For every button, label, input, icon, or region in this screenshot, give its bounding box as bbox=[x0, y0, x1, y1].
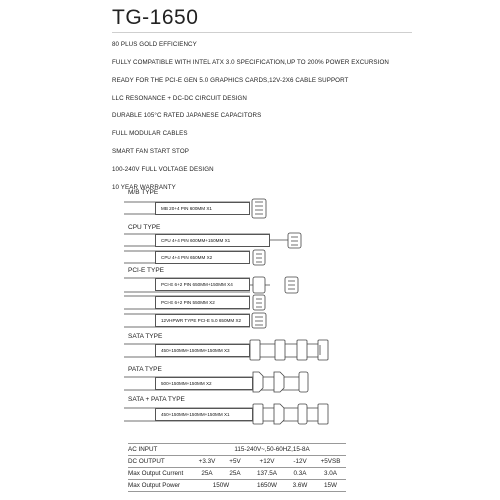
cable-label-box bbox=[155, 344, 250, 357]
cable-label-box bbox=[155, 314, 250, 327]
sata-connector-icon bbox=[318, 340, 328, 360]
cable-label: MB 20+4 PIN 600MM X1 bbox=[161, 206, 212, 211]
power-value: 1650W bbox=[257, 482, 277, 489]
sata-connector-icon bbox=[253, 404, 263, 424]
cable-label-box bbox=[155, 296, 250, 309]
pcie-connector-icon bbox=[253, 295, 265, 310]
table-row bbox=[128, 481, 346, 491]
feature-item: DURABLE 105°C RATED JAPANESE CAPACITORS bbox=[112, 112, 262, 119]
cable-label: 12VHPWR TYPE PCI-E 5.0 650MM X2 bbox=[161, 318, 242, 323]
current-value: 25A bbox=[201, 470, 213, 477]
cable-label-box bbox=[155, 278, 250, 291]
table-rule bbox=[128, 491, 346, 492]
cable-label-box bbox=[155, 234, 270, 247]
section-title-sata: SATA TYPE bbox=[128, 333, 163, 340]
current-value: 137.5A bbox=[257, 470, 277, 477]
feature-item: 10 YEAR WARRANTY bbox=[112, 184, 176, 191]
cable-label-box bbox=[155, 377, 253, 390]
feature-item: FULLY COMPATIBLE WITH INTEL ATX 3.0 SPECIFICATION,UP TO 200% POWER EXCURSION bbox=[112, 59, 389, 66]
sata-connector-icon bbox=[297, 340, 307, 360]
cable-label: 500+150MM+150MM X2 bbox=[161, 381, 212, 386]
ac-input-label: AC INPUT bbox=[128, 446, 158, 453]
section-title-cpu: CPU TYPE bbox=[128, 224, 161, 231]
power-value: 15W bbox=[324, 482, 337, 489]
feature-item: READY FOR THE PCI-E GEN 5.0 GRAPHICS CARDS,12V-2X6 CABLE SUPPORT bbox=[112, 77, 349, 84]
rail-header: +12V bbox=[259, 458, 275, 465]
dc-output-label: DC OUTPUT bbox=[128, 458, 165, 465]
cable-label: 450+150MM+150MM+150MM X1 bbox=[161, 412, 230, 417]
rail-header: +5V bbox=[229, 458, 241, 465]
cable-label-box bbox=[155, 202, 250, 215]
ac-input-value: 115-240V~,50-60HZ,15-8A bbox=[234, 446, 310, 453]
table-row bbox=[128, 469, 346, 479]
cable-label-box bbox=[155, 251, 250, 264]
rail-header: +5VSB bbox=[320, 458, 341, 465]
rail-header: -12V bbox=[293, 458, 307, 465]
table-rule bbox=[128, 455, 346, 456]
sata-connector-icon bbox=[318, 404, 328, 424]
table-row bbox=[128, 445, 346, 455]
table-rule bbox=[128, 467, 346, 468]
cpu-connector-icon bbox=[288, 233, 301, 248]
rail-header: +3.3V bbox=[198, 458, 216, 465]
power-value: 3.6W bbox=[292, 482, 308, 489]
sata-connector-icon bbox=[250, 340, 260, 360]
pata-connector-icon bbox=[274, 372, 284, 392]
current-value: 0.3A bbox=[293, 470, 307, 477]
pata-connector-icon bbox=[274, 404, 284, 424]
section-title-pata: PATA TYPE bbox=[128, 366, 162, 373]
current-value: 25A bbox=[229, 470, 241, 477]
product-title: TG-1650 bbox=[112, 6, 199, 29]
cable-label: CPU 4+4 PIN 650MM X2 bbox=[161, 255, 213, 260]
feature-item: FULL MODULAR CABLES bbox=[112, 130, 188, 137]
pata-connector-icon bbox=[253, 372, 263, 392]
feature-item: 80 PLUS GOLD EFFICIENCY bbox=[112, 41, 197, 48]
max-power-label: Max Output Power bbox=[128, 482, 181, 489]
power-value: 150W bbox=[212, 482, 230, 489]
cable-label: PCI-E 6+2 PIN 550MM X2 bbox=[161, 300, 215, 305]
pata-connector-icon bbox=[298, 404, 307, 424]
cable-label-box bbox=[155, 408, 253, 421]
cpu-connector-icon bbox=[253, 250, 265, 265]
current-value: 3.0A bbox=[324, 470, 337, 477]
cable-label: CPU 4+4 PIN 600MM+150MM X1 bbox=[161, 238, 231, 243]
feature-item: SMART FAN START STOP bbox=[112, 148, 189, 155]
table-rule bbox=[128, 443, 346, 444]
section-title-mb: M/B TYPE bbox=[128, 189, 159, 196]
pata-connector-icon bbox=[299, 372, 308, 392]
section-title-sata-pata: SATA + PATA TYPE bbox=[128, 396, 185, 403]
sata-connector-icon bbox=[275, 340, 285, 360]
cable-label: PCI-E 6+2 PIN 650MM+150MM X4 bbox=[161, 282, 233, 287]
cable-label: 450+150MM+150MM+150MM X3 bbox=[161, 348, 230, 353]
table-rule bbox=[128, 479, 346, 480]
12vhpwr-connector-icon bbox=[252, 313, 266, 328]
feature-item: LLC RESONANCE + DC-DC CIRCUIT DESIGN bbox=[112, 95, 247, 102]
section-title-pcie: PCI-E TYPE bbox=[128, 267, 165, 274]
max-current-label: Max Output Current bbox=[128, 470, 184, 477]
table-row bbox=[128, 457, 346, 467]
feature-item: 100-240V FULL VOLTAGE DESIGN bbox=[112, 166, 214, 173]
pcie-connector-icon bbox=[253, 277, 265, 293]
